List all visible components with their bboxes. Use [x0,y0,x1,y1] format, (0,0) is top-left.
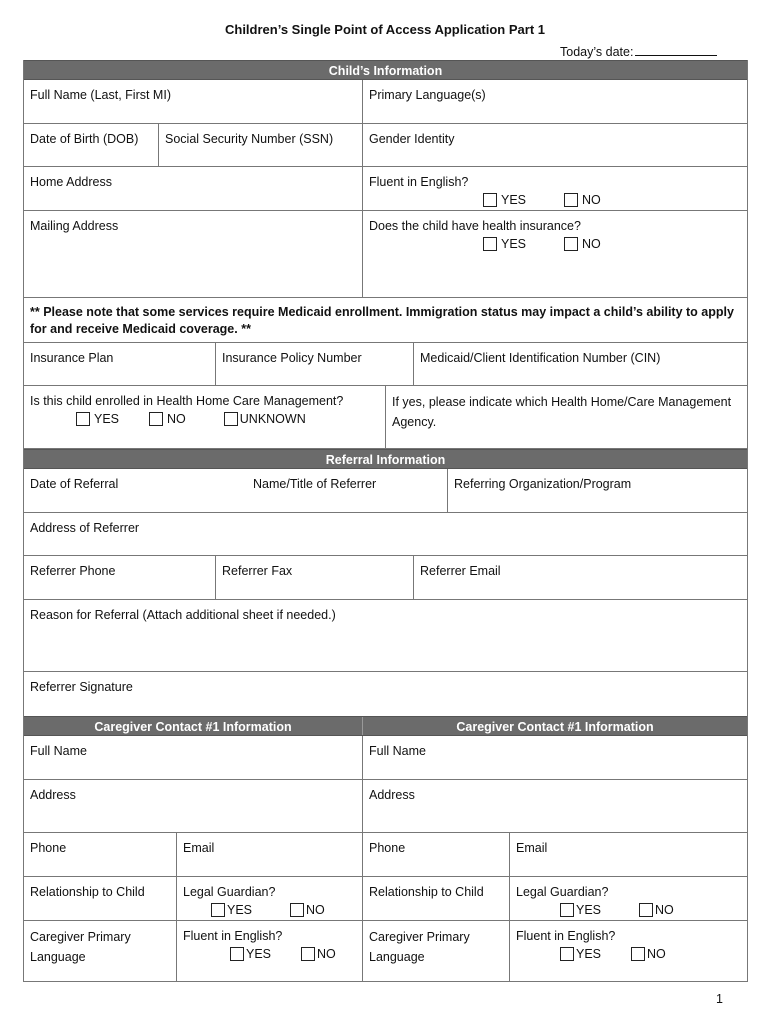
checkbox[interactable] [224,412,238,426]
referrer-address-field[interactable]: Address of Referrer [30,521,140,535]
caregiver1-primary-language-field[interactable]: Caregiver Primary Language [24,921,177,981]
checkbox[interactable] [211,903,225,917]
checkbox[interactable] [301,947,315,961]
referrer-signature-field[interactable]: Referrer Signature [30,680,133,694]
todays-date [560,44,717,59]
checkbox[interactable] [639,903,653,917]
full-name-field[interactable]: Full Name (Last, First MI) [24,80,363,123]
checkbox[interactable] [560,947,574,961]
mailing-address-field[interactable]: Mailing Address [24,211,363,297]
row-caregiver-phone [24,833,747,877]
home-address-field[interactable]: Home Address [24,167,363,210]
caregiver-header-right: Caregiver Contact #1 Information [456,720,654,734]
caregiver2-fluent-field: Fluent in English? YES NO [516,929,666,961]
reason-for-referral-field[interactable]: Reason for Referral (Attach additional sheet if needed.) [30,608,336,622]
row-caregiver-name [24,736,747,780]
caregiver1-full-name-field[interactable]: Full Name [24,736,363,779]
caregiver1-relationship-field[interactable]: Relationship to Child [24,877,177,920]
dob-field[interactable]: Date of Birth (DOB) [24,124,159,166]
checkbox[interactable] [230,947,244,961]
checkbox[interactable] [564,237,578,251]
fluent-no-option[interactable]: NO [564,193,601,207]
row-caregiver-address [24,780,747,833]
row-health-home [24,386,747,449]
row-dob-ssn-gender [24,124,747,167]
caregiver2-legal-guardian-field: Legal Guardian? YES NO [516,885,674,917]
primary-language-field[interactable]: Primary Language(s) [369,88,486,102]
row-name-language [24,80,747,124]
checkbox[interactable] [76,412,90,426]
checkbox[interactable] [564,193,578,207]
insurance-yes-option[interactable]: YES [483,237,526,251]
caregiver-info-header [24,716,747,736]
application-form [23,60,748,982]
checkbox[interactable] [483,193,497,207]
referrer-email-field[interactable]: Referrer Email [420,564,501,578]
caregiver2-guardian-no[interactable]: NO [639,903,674,917]
insurance-no-option[interactable]: NO [564,237,601,251]
checkbox[interactable] [290,903,304,917]
referring-org-field[interactable]: Referring Organization/Program [454,477,632,491]
row-caregiver-language [24,921,747,982]
checkbox[interactable] [560,903,574,917]
health-home-question: Is this child enrolled in Health Home Care Management? YES NO UNKNOWN [24,386,386,448]
caregiver1-phone-field[interactable]: Phone [24,833,177,876]
caregiver2-primary-language-field[interactable]: Caregiver Primary Language [363,921,510,981]
caregiver2-fluent-no[interactable]: NO [631,947,666,961]
row-home-address [24,167,747,211]
health-home-yes-option[interactable]: YES [76,412,119,426]
todays-date-field[interactable] [635,44,717,56]
health-insurance-field: Does the child have health insurance? YES NO [369,219,601,251]
row-caregiver-relationship [24,877,747,921]
caregiver-header-left: Caregiver Contact #1 Information [24,717,363,735]
fluent-yes-option[interactable]: YES [483,193,526,207]
policy-number-field[interactable]: Insurance Policy Number [216,343,414,385]
caregiver1-fluent-field: Fluent in English? YES NO [177,921,363,981]
checkbox[interactable] [149,412,163,426]
health-home-no-option[interactable]: NO [149,412,186,426]
caregiver1-guardian-no[interactable]: NO [290,903,325,917]
todays-date-label: Today’s date: [560,45,634,59]
row-signature [24,672,747,716]
caregiver2-guardian-yes[interactable]: YES [560,903,601,917]
referral-date-label: Date of Referral [30,477,119,491]
childs-info-header: Child’s Information [24,60,747,80]
referrer-name-title-label: Name/Title of Referrer [253,477,377,491]
row-referral-date [24,469,747,513]
caregiver1-fluent-no[interactable]: NO [301,947,336,961]
medicaid-note: ** Please note that some services require Medicaid enrollment. Immigration status may impact a child’s ability to apply for and receive Medicaid coverage. ** [30,305,734,336]
row-referrer-contact [24,556,747,600]
row-reason [24,600,747,672]
caregiver1-fluent-yes[interactable]: YES [230,947,271,961]
row-referrer-address [24,513,747,556]
gender-field[interactable]: Gender Identity [369,132,455,146]
referral-date-name-field[interactable] [24,469,448,512]
form-title: Children’s Single Point of Access Application Part 1 [224,22,545,37]
caregiver2-full-name-field[interactable]: Full Name [369,744,426,758]
checkbox[interactable] [483,237,497,251]
referrer-fax-field[interactable]: Referrer Fax [216,556,414,599]
caregiver1-address-field[interactable]: Address [24,780,363,832]
row-insurance [24,342,747,386]
insurance-plan-field[interactable]: Insurance Plan [24,343,216,385]
health-home-agency-field[interactable]: If yes, please indicate which Health Home/Care Management Agency. [392,395,732,429]
health-home-unknown-option[interactable]: UNKNOWN [224,412,306,426]
caregiver2-email-field[interactable]: Email [516,841,548,855]
caregiver1-legal-guardian-field: Legal Guardian? YES NO [177,877,363,920]
referral-info-header: Referral Information [24,449,747,469]
caregiver1-email-field[interactable]: Email [177,833,363,876]
checkbox[interactable] [631,947,645,961]
caregiver2-address-field[interactable]: Address [369,788,415,802]
fluent-english-field: Fluent in English? YES NO [369,175,601,207]
caregiver2-fluent-yes[interactable]: YES [560,947,601,961]
caregiver2-relationship-field[interactable]: Relationship to Child [363,877,510,920]
ssn-field[interactable]: Social Security Number (SSN) [159,124,363,166]
caregiver1-guardian-yes[interactable]: YES [211,903,252,917]
page-number: 1 [716,992,723,1006]
cin-field[interactable]: Medicaid/Client Identification Number (CIN) [420,351,661,365]
caregiver2-phone-field[interactable]: Phone [363,833,510,876]
row-mailing-address [24,211,747,298]
referrer-phone-field[interactable]: Referrer Phone [24,556,216,599]
